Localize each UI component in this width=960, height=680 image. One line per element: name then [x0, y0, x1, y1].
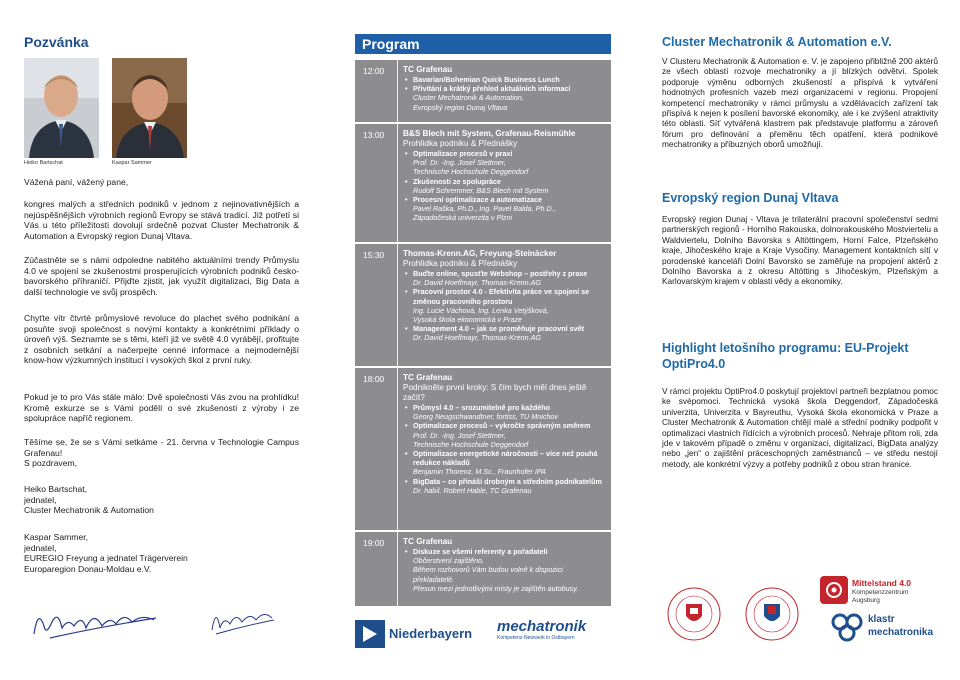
chamber-seal-1-icon	[666, 586, 722, 642]
paragraph: Pokud je to pro Vás stále málo: Dvě společnosti Vás zvou na prohlídku! Kromě exkurze se s Vámi podělí o své zkušenosti z výroby i ze spolupráce napříč regionem.	[24, 392, 299, 424]
program-slot-1530	[355, 244, 611, 366]
mittelstand-icon	[820, 576, 848, 604]
klastr-mechatronika-logo: klastr mechatronika	[830, 612, 864, 647]
section-heading-cluster: Cluster Mechatronik & Automation e.V.	[662, 35, 892, 49]
slot-time: 13:00	[363, 130, 385, 140]
klastr-icon	[830, 612, 864, 642]
invitation-title: Pozvánka	[24, 34, 89, 50]
paragraph-cluster: V Clusteru Mechatronik & Automation e. V. je zapojeno přibližně 200 aktérů ze všech oblastí rozvoje mechatroniky a jí blízkých odvětví. Spolek podporuje výměnu odborných zkušeností a přispívá k vytváření hodnotných profesních vazeb mezi organizacemi v regionu. Propojení kompetencí mechatroniky v rámci průmyslu a vzdělávacích zařízení tak přispívá k nejen k posílení bavorské ekonomiky, ale i ke zvýšení atraktivity této oblasti. Síť vytvářená klastrem pak představuje platformu a zároveň fórum pro definování a přeměnu těch opatření, která podnikové mechatroniky a příbuzných oborů umožňují.	[662, 56, 938, 150]
section-heading-region: Evropský region Dunaj Vltava	[662, 191, 839, 205]
paragraph: Zúčastněte se s námi odpoledne nabitého aktuálními trendy Průmyslu 4.0 ve spojení se zkušenostmi prosperujících výrobních podniků česko-bavorského příhraničí. Přijďte zjistit, jak využít digitalizaci, Big Data a další technologie ve svůj prospěch.	[24, 255, 299, 297]
mittelstand-logo: Mittelstand 4.0 Kompetenzzentrum Augsburg	[820, 576, 848, 609]
partner-logos	[662, 572, 942, 652]
program-title: Program	[362, 36, 420, 52]
paragraph: Těšíme se, že se s Vámi setkáme - 21. června v Technologie Campus Grafenau! S pozdravem,	[24, 437, 299, 469]
paragraph-region: Evropský region Dunaj - Vltava je trilaterální pracovní společenství sedmi partnerských regionů - Horního Rakouska, dolnorakouského Mostviertelu a Waldviertelu, Dolního Bavorska s Altöttingem, Horní Falce, Plzeňského kraje, Jihočeského kraje a Kraje Vysočiny. Management kontaktních sítí v porodenské kanceláři Dolní Bavorsko se zaměřuje na propojení aktérů z Dolního Bavorska a z okresu Altötting s Jihočeským, Plzeňským a Karlovarským krajem v oblasti vědy a ekonomiky.	[662, 214, 938, 287]
photo-caption: Kaspar Sammer	[112, 160, 152, 166]
slot-time: 15:30	[363, 250, 385, 260]
photos	[24, 58, 194, 168]
signatory-1: Heiko Bartschat, jednatel, Cluster Mechatronik & Automation	[24, 484, 154, 516]
program-header	[355, 34, 611, 54]
greeting: Vážená paní, vážený pane,	[24, 177, 129, 187]
signature-heiko	[34, 617, 156, 638]
ihk-logo-text: Niederbayern	[389, 626, 473, 641]
slot-body: TC Grafenau Podnikněte první kroky: S čím bych měl dnes ještě začít? • Průmysl 4.0 – srozumitelně pro každého Georg Neugschwandtner, fortiss, TU Mnichov • Optimalizace procesů – vykročte správným směrem Prof. Dr. -Ing. Josef Stettmer, Technische Hochschule Deggendorf • Optimalizace energetické náročnosti – více než pouhá redukce nákladů Benjamin Thorenz, M.Sc., Fraunhofer IPA • BigData – co přináší drobným a středním podnikatelům Dr. habil. Robert Hable, TC Grafenau	[403, 373, 605, 495]
slot-body: TC Grafenau • Bavarian/Bohemian Quick Business Lunch • Přivítání a krátký přehled aktuálních informací Cluster Mechatronik & Automation, Evropský region Dunaj Vltava	[403, 65, 605, 112]
slot-time: 12:00	[363, 66, 385, 76]
paragraph-optipro: V rámci projektu OptiPro4.0 poskytují projektoví partneři bezplatnou pomoc ke svépomoci. Technická vysoká škola Deggendorf, Západočeská univerzita, Univerzita v Bayreuthu, Vysoká škola ekonomická v Praze a Cluster Mechatronik & Automation chtějí malé a střední podniky podpořit v optimalizaci vlastních řídících a výrobních procesů. Nehraje přitom roli, zda jde v takovém případě o změnu v organizaci, digitalizaci, BigData analýzy nebo „jen“ o zajištění práceschopných zaměstnanců – ve středu nestojí metody, ale konkrétní výzvy a potřeby podniků z obou stran hranice.	[662, 386, 938, 469]
paragraph: kongres malých a středních podniků v jednom z nejinovativnějších a nejúspěšnějších výrobních regionů Evropy se stává tradicí. Již potřetí si Vás u této příležitosti dovolují srdečně pozvat Cluster Mechatronik & Automation a Evropský region Dunaj Vltava.	[24, 199, 299, 241]
slot-time: 19:00	[363, 538, 385, 548]
program-slot-1900	[355, 532, 611, 606]
slot-body: Thomas-Krenn.AG, Freyung-Steinäcker Prohlídka podniku & Přednášky • Buďte online, spusťte Webshop – postřehy z praxe Dr. David Hoeflmayr, Thomas-Krenn.AG • Pracovní prostor 4.0 - Efektivita práce ve spojení se změnou pracovního prostoru Ing. Lucie Váchová, Ing. Lenka Vetýšková, Vysoká škola ekonomická v Praze • Management 4.0 – jak se proměňuje pracovní svět Dr. David Hoeflmayr, Thomas-Krenn.AG	[403, 249, 605, 343]
section-heading-optipro: Highlight letošního programu: EU-Projekt OptiPro4.0	[662, 341, 909, 371]
program-slot-1300	[355, 124, 611, 242]
slot-time: 18:00	[363, 374, 385, 384]
signatures	[24, 598, 314, 646]
signature-kaspar	[212, 614, 274, 634]
mechatronik-logo: mechatronik Kompetenz-Netzwerk in Ostbayern	[497, 618, 587, 641]
photo-caption: Heiko Bartschat	[24, 160, 63, 166]
partner-logos	[355, 616, 611, 648]
portrait-photo-kaspar	[112, 58, 187, 158]
paragraph: Chyťte vítr čtvrté průmyslové revoluce do plachet svého podnikání a posuňte svoji společnost s novými kontakty a konkrétními příklady o úroveň výš. Seznamte se s těmi, kteří již ve světě 4.0 vyrábějí, profitujte z osobních setkání a načerpejte cenné informace a nejmodernější know-how výzkumných institucí i vysokých škol z první ruky.	[24, 313, 299, 366]
portrait-photo-heiko	[24, 58, 99, 158]
slot-body: B&S Blech mit System, Grafenau-Reismühle Prohlídka podniku & Přednášky • Optimalizace procesů v praxi Prof. Dr. -Ing. Josef Stettmer, Technische Hochschule Deggendorf • Zkušenosti ze spolupráce Rudolf Schremmer, B&S Blech mit System • Procesní optimalizace a automatizace Pavel Raška, Ph.D., Ing. Pavel Balda, Ph.D., Západočeská univerzita v Plzni	[403, 129, 605, 223]
signatory-2: Kaspar Sammer, jednatel, EUREGIO Freyung a jednatel Trägerverein Europaregion Donau-Moldau e.V.	[24, 532, 188, 574]
program-slot-1200	[355, 60, 611, 122]
chamber-seal-2-icon	[744, 586, 800, 642]
slot-body: TC Grafenau • Diskuze se všemi referenty a pořadateli Občerstvení zajištěno. Během rozhovorů Vám budou volně k dispozici překladatelé. Přesun mezi jednotlivými místy je zajištěn autobusy.	[403, 537, 605, 593]
program-slot-1800	[355, 368, 611, 530]
